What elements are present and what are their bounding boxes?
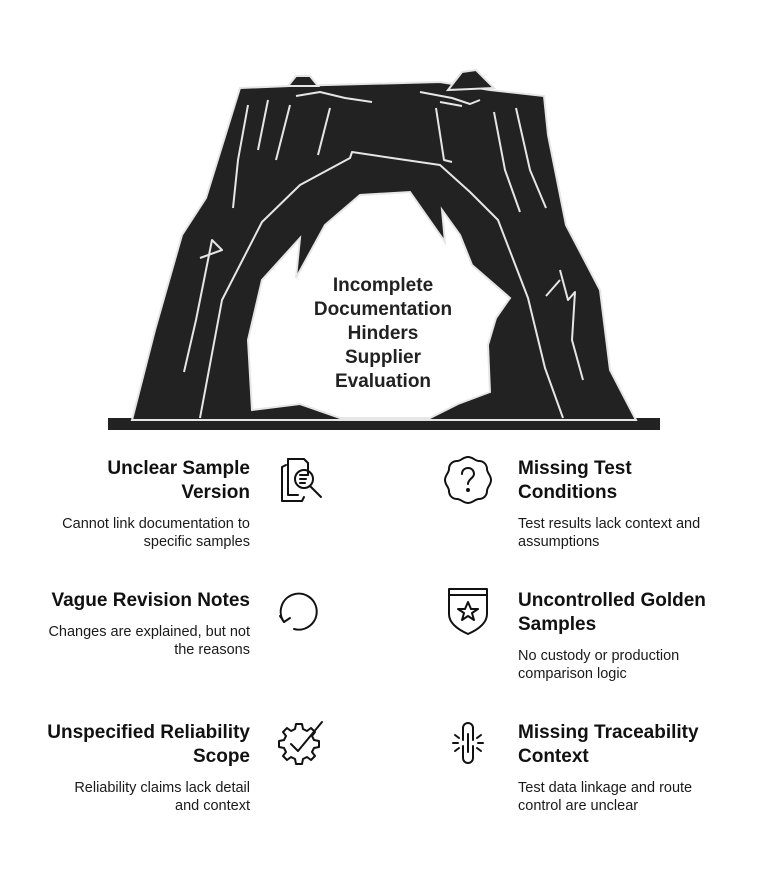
item-title: Missing Test Conditions bbox=[518, 458, 632, 503]
item-missing-test-conditions bbox=[518, 457, 738, 551]
item-description: Test data linkage and route control are unclear bbox=[518, 780, 693, 814]
item-description: Changes are explained, but not the reasons bbox=[48, 624, 250, 658]
central-title: Incomplete Documentation Hinders Supplier Evaluation bbox=[313, 275, 453, 392]
item-description: Test results lack context and assumptions bbox=[518, 516, 701, 550]
item-unspecified-reliability-scope bbox=[10, 721, 250, 815]
item-title: Missing Traceability Context bbox=[518, 722, 699, 767]
item-description: Reliability claims lack detail and context bbox=[74, 780, 250, 814]
document-search-icon bbox=[274, 455, 324, 505]
item-uncontrolled-golden-samples bbox=[518, 589, 738, 683]
item-unclear-sample-version bbox=[10, 457, 250, 551]
item-vague-revision-notes bbox=[10, 589, 250, 659]
refresh-icon bbox=[274, 588, 324, 638]
gear-check-icon bbox=[274, 718, 324, 768]
item-title: Vague Revision Notes bbox=[51, 590, 250, 611]
item-title: Unclear Sample Version bbox=[107, 458, 250, 503]
item-title: Unspecified Reliability Scope bbox=[47, 722, 250, 767]
broken-link-icon bbox=[443, 718, 493, 768]
question-badge-icon bbox=[443, 455, 493, 505]
item-description: Cannot link documentation to specific samples bbox=[62, 516, 250, 550]
item-title: Uncontrolled Golden Samples bbox=[518, 590, 706, 635]
item-description: No custody or production comparison logic bbox=[518, 648, 680, 682]
star-shield-icon bbox=[443, 586, 493, 636]
item-missing-traceability-context bbox=[518, 721, 738, 815]
